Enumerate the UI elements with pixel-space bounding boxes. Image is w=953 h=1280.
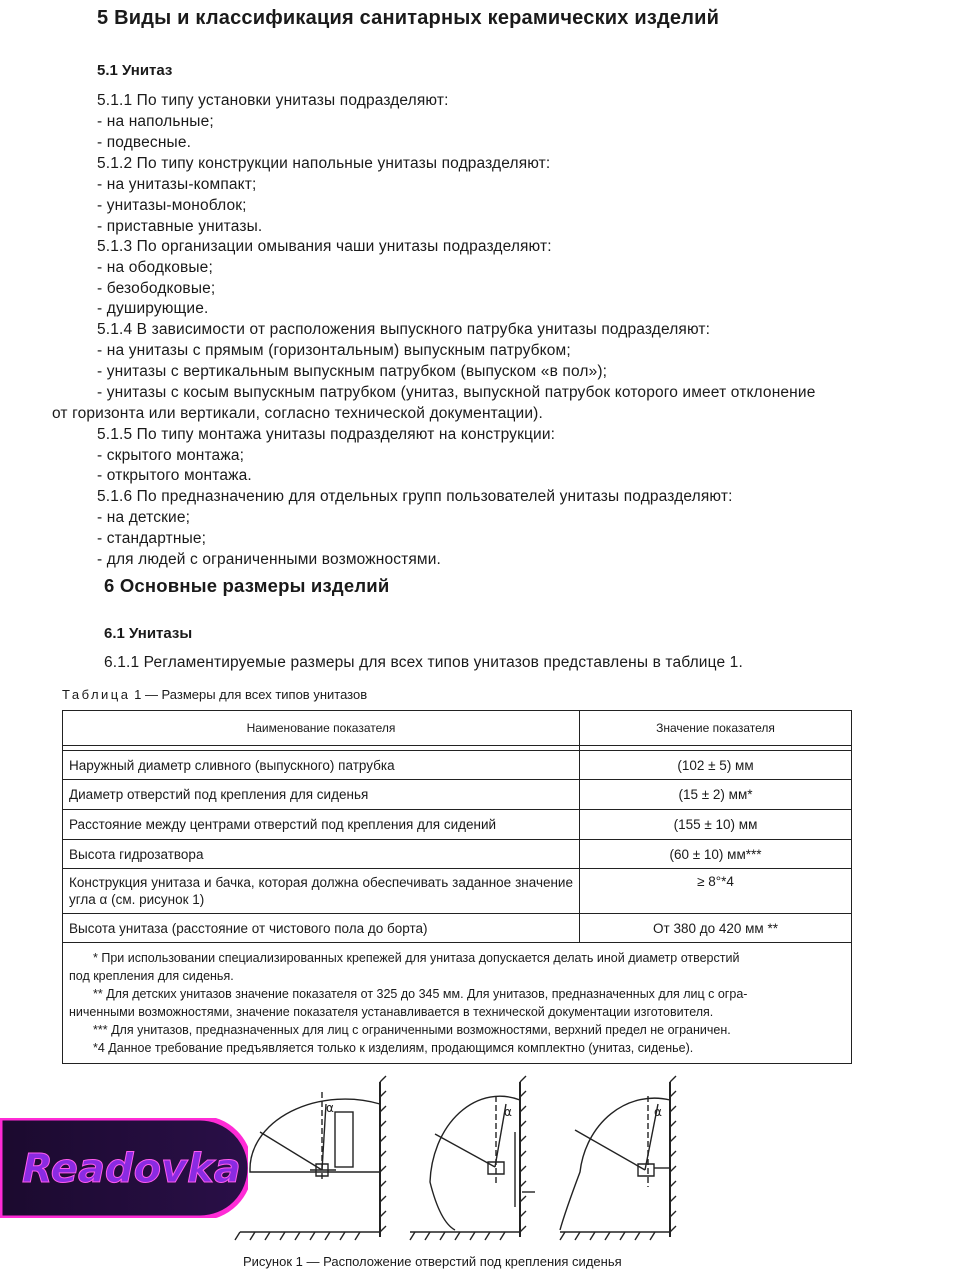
table-cell: (60 ± 10) мм*** <box>580 840 852 869</box>
list-item: - на ободковые; <box>97 259 213 276</box>
list-item: - стандартные; <box>97 530 207 547</box>
figure-caption: Рисунок 1 — Расположение отверстий под крепления сиденья <box>243 1254 622 1269</box>
table-cell: (155 ± 10) мм <box>580 810 852 840</box>
dimensions-table <box>62 710 852 1064</box>
table-cell: Высота унитаза (расстояние от чистового пола до борта) <box>63 914 580 943</box>
table-note: ниченными возможностями, значение показателя устанавливается в технической документации изготовителя. <box>69 1005 714 1019</box>
alpha-label: α <box>504 1105 512 1119</box>
table-cell: (102 ± 5) мм <box>580 751 852 780</box>
table-row <box>63 780 852 810</box>
list-item-continuation: от горизонта или вертикали, согласно технической документации). <box>52 405 543 422</box>
list-item: - скрытого монтажа; <box>97 447 245 464</box>
list-item: - безободковые; <box>97 280 216 297</box>
table-row <box>63 810 852 840</box>
list-item: - подвесные. <box>97 134 192 151</box>
logo-text: Readovka <box>22 1146 241 1192</box>
para-5-1-3: 5.1.3 По организации омывания чаши унитазы подразделяют: <box>97 238 552 255</box>
para-5-1-6: 5.1.6 По предназначению для отдельных групп пользователей унитазы подразделяют: <box>97 488 733 505</box>
subsection-6-1-title: 6.1 Унитазы <box>104 625 193 642</box>
table-notes <box>63 943 852 1064</box>
para-5-1-1: 5.1.1 По типу установки унитазы подразделяют: <box>97 92 449 109</box>
table-row <box>63 914 852 943</box>
para-5-1-4: 5.1.4 В зависимости от расположения выпускного патрубка унитазы подразделяют: <box>97 321 711 338</box>
subsection-5-1-title: 5.1 Унитаз <box>97 62 173 79</box>
table-notes-row <box>63 943 852 1064</box>
figure-floor-toilet <box>410 1076 535 1240</box>
table-cell: Высота гидрозатвора <box>63 840 580 869</box>
table-row <box>63 751 852 780</box>
table-header-cell: Наименование показателя <box>63 711 580 746</box>
table-note: под крепления для сиденья. <box>69 969 234 983</box>
table-note: * При использовании специализированных крепежей для унитаза допускается делать иной диаметр отверстий <box>93 951 740 965</box>
list-item: - открытого монтажа. <box>97 467 252 484</box>
table-header-row <box>63 711 852 746</box>
figure-wall-hung-toilet <box>235 1076 386 1240</box>
list-item: - душирующие. <box>97 300 209 317</box>
table-cell: (15 ± 2) мм* <box>580 780 852 810</box>
list-item: - для людей с ограниченными возможностями. <box>97 551 442 568</box>
table-note: *4 Данное требование предъявляется только к изделиям, продающимся комплектно (унитаз, сиденье). <box>93 1041 694 1055</box>
table-row <box>63 869 852 914</box>
list-item: - приставные унитазы. <box>97 218 263 235</box>
alpha-label: α <box>654 1105 662 1119</box>
section-5-title: 5 Виды и классификация санитарных керамических изделий <box>97 7 720 29</box>
table-header-cell: Значение показателя <box>580 711 852 746</box>
list-item: - унитазы с косым выпускным патрубком (унитаз, выпускной патрубок которого имеет отклонение <box>97 384 816 401</box>
table-cell: От 380 до 420 мм ** <box>580 914 852 943</box>
table-cell: Диаметр отверстий под крепления для сиденья <box>63 780 580 810</box>
table-cell: Расстояние между центрами отверстий под крепления для сидений <box>63 810 580 840</box>
list-item: - на детские; <box>97 509 191 526</box>
para-5-1-5: 5.1.5 По типу монтажа унитазы подразделяют на конструкции: <box>97 426 556 443</box>
table-caption-text: 1 — Размеры для всех типов унитазов <box>130 687 368 702</box>
toilet-seat-holes-figure <box>230 1072 690 1248</box>
para-6-1-1: 6.1.1 Регламентируемые размеры для всех типов унитазов представлены в таблице 1. <box>104 654 743 671</box>
table-cell: ≥ 8°*4 <box>580 869 852 914</box>
table-cell: Наружный диаметр сливного (выпускного) патрубка <box>63 751 580 780</box>
table-cell: Конструкция унитаза и бачка, которая должна обеспечивать заданное значение угла α (см. рисунок 1) <box>63 869 580 914</box>
table-note: ** Для детских унитазов значение показателя от 325 до 345 мм. Для унитазов, предназначенных для лиц с огра- <box>93 987 748 1001</box>
list-item: - на напольные; <box>97 113 214 130</box>
table-note: *** Для унитазов, предназначенных для лиц с ограниченными возможностями, верхний предел не ограничен. <box>93 1023 731 1037</box>
list-item: - на унитазы с прямым (горизонтальным) выпускным патрубком; <box>97 342 571 359</box>
table-caption <box>62 687 367 702</box>
table-row <box>63 840 852 869</box>
figure-back-to-wall-toilet <box>560 1076 676 1240</box>
section-6-title: 6 Основные размеры изделий <box>104 575 390 596</box>
alpha-label: α <box>326 1101 334 1115</box>
readovka-logo <box>0 1118 248 1218</box>
list-item: - на унитазы-компакт; <box>97 176 257 193</box>
para-5-1-2: 5.1.2 По типу конструкции напольные унитазы подразделяют: <box>97 155 551 172</box>
table-caption-word: Таблица <box>62 687 131 702</box>
list-item: - унитазы с вертикальным выпускным патрубком (выпуском «в пол»); <box>97 363 608 380</box>
list-item: - унитазы-моноблок; <box>97 197 247 214</box>
